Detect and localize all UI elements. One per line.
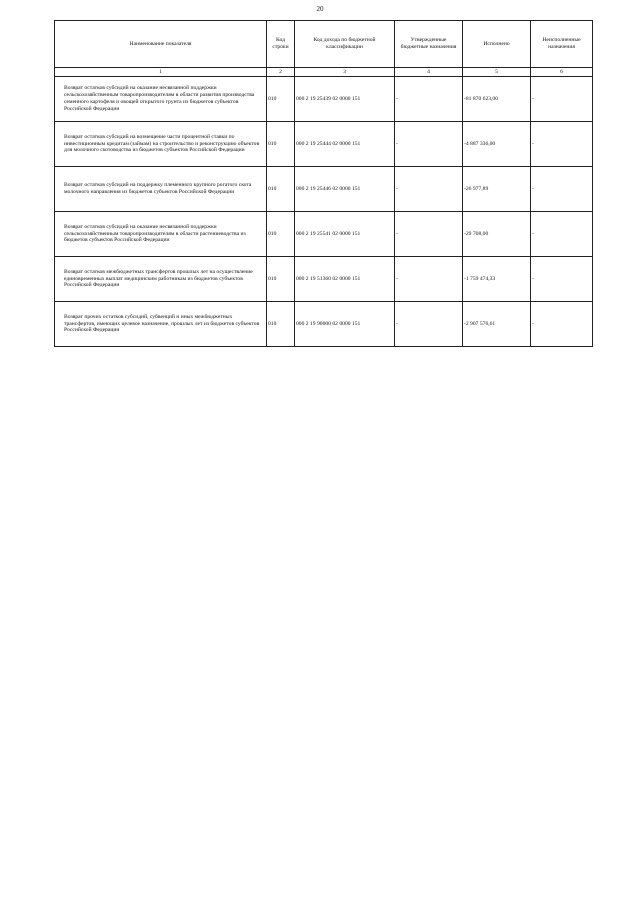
approved-value: -: [395, 212, 463, 257]
header-unexecuted: Неисполненные назначения: [531, 21, 593, 68]
indicator-name: Возврат прочих остатков субсидий, субвенций и иных межбюджетных трансфертов, имеющих целевое назначение, прошлых лет из бюджетов субъектов Российской Федерации: [55, 302, 267, 347]
income-code: 000 2 19 25541 02 0000 151: [295, 212, 395, 257]
line-code: 010: [267, 167, 295, 212]
table-row: [55, 167, 593, 212]
unexecuted-value: -: [531, 77, 593, 122]
header-indicator-name: Наименование показателя: [55, 21, 267, 68]
executed-value: -1 759 474,33: [463, 257, 531, 302]
executed-value: -81 870 623,00: [463, 77, 531, 122]
income-code: 000 2 19 25444 02 0000 151: [295, 122, 395, 167]
income-code: 000 2 19 51360 02 0000 151: [295, 257, 395, 302]
line-code: 010: [267, 257, 295, 302]
income-code: 000 2 19 25439 02 0000 151: [295, 77, 395, 122]
table-row: [55, 77, 593, 122]
column-number: 5: [463, 68, 531, 77]
indicator-name: Возврат остатков субсидий на оказание несвязанной поддержки сельскохозяйственным товаропроизводителям в области развития производства семенного картофеля и овощей открытого грунта из бюджетов субъектов Российской Федерации: [55, 77, 267, 122]
column-number: 1: [55, 68, 267, 77]
executed-value: -29 708,00: [463, 212, 531, 257]
approved-value: -: [395, 257, 463, 302]
table-row: [55, 122, 593, 167]
header-executed: Исполнено: [463, 21, 531, 68]
unexecuted-value: -: [531, 212, 593, 257]
table-row: [55, 257, 593, 302]
executed-value: -4 887 336,00: [463, 122, 531, 167]
column-number: 4: [395, 68, 463, 77]
unexecuted-value: -: [531, 167, 593, 212]
line-code: 010: [267, 212, 295, 257]
income-code: 000 2 19 25446 02 0000 151: [295, 167, 395, 212]
approved-value: -: [395, 167, 463, 212]
page-number: 20: [316, 5, 324, 13]
line-code: 010: [267, 122, 295, 167]
income-code: 000 2 19 90000 02 0000 151: [295, 302, 395, 347]
unexecuted-value: -: [531, 302, 593, 347]
header-income-code: Код дохода по бюджетной классификации: [295, 21, 395, 68]
approved-value: -: [395, 122, 463, 167]
executed-value: -2 907 576,61: [463, 302, 531, 347]
header-line-code: Код строки: [267, 21, 295, 68]
column-number: 3: [295, 68, 395, 77]
column-number: 6: [531, 68, 593, 77]
column-number-row: [55, 68, 593, 77]
indicator-name: Возврат остатков субсидий на оказание несвязанной поддержки сельскохозяйственным товаропроизводителям в области растениеводства из бюджетов субъектов Российской Федерации: [55, 212, 267, 257]
unexecuted-value: -: [531, 257, 593, 302]
table-row: [55, 212, 593, 257]
executed-value: -26 977,89: [463, 167, 531, 212]
line-code: 010: [267, 77, 295, 122]
indicator-name: Возврат остатков субсидий на возмещение части процентной ставки по инвестиционным кредитам (займам) на строительство и реконструкцию объектов для молочного скотоводства из бюджетов субъектов Российской Федерации: [55, 122, 267, 167]
table-row: [55, 302, 593, 347]
header-row: [55, 21, 593, 68]
line-code: 010: [267, 302, 295, 347]
header-approved: Утвержденные бюджетные назначения: [395, 21, 463, 68]
indicator-name: Возврат остатков межбюджетных трансфертов прошлых лет на осуществление единовременных выплат медицинским работникам из бюджетов субъектов Российской Федерации: [55, 257, 267, 302]
approved-value: -: [395, 302, 463, 347]
approved-value: -: [395, 77, 463, 122]
column-number: 2: [267, 68, 295, 77]
report-table: [54, 20, 593, 347]
indicator-name: Возврат остатков субсидий на поддержку племенного крупного рогатого скота молочного направления из бюджетов субъектов Российской Федерации: [55, 167, 267, 212]
unexecuted-value: -: [531, 122, 593, 167]
